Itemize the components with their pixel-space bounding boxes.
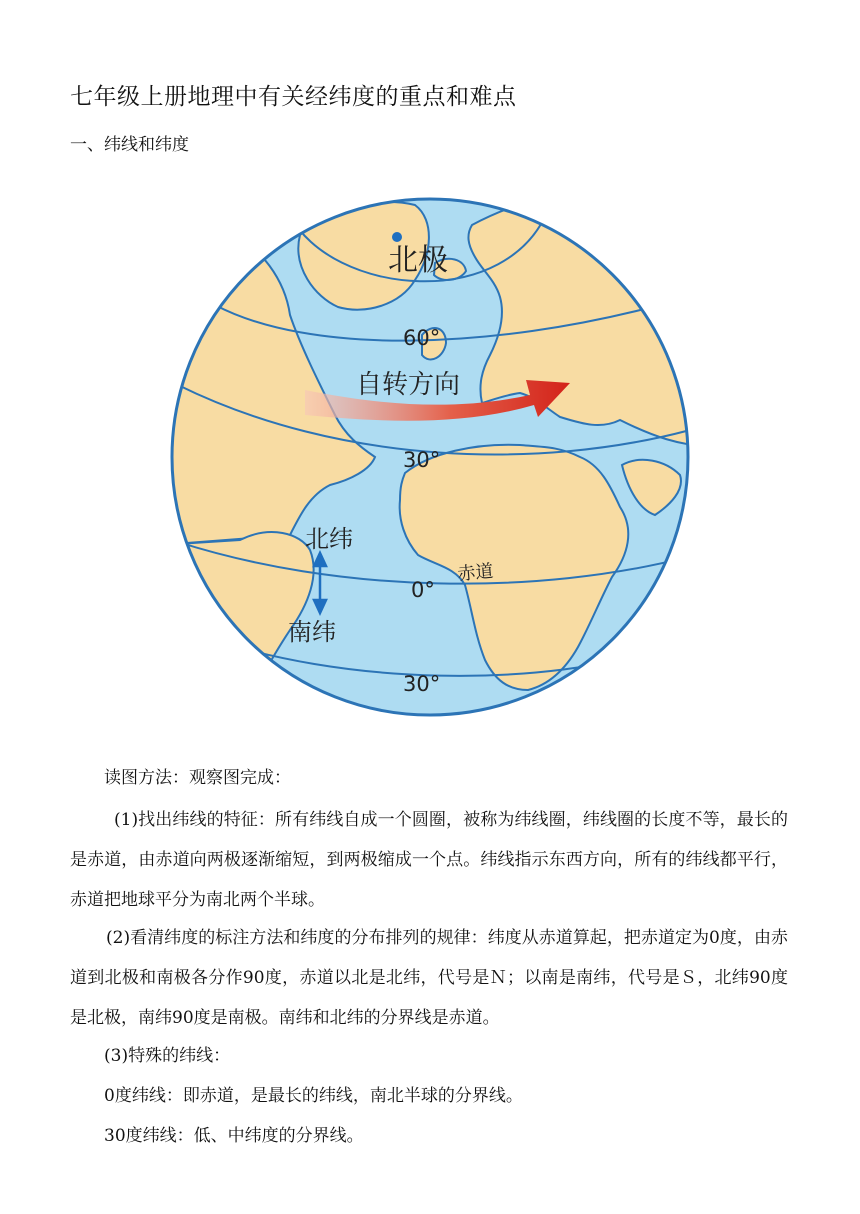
label-equator: 赤道 — [456, 560, 495, 585]
label-equator-deg: 0° — [411, 578, 435, 602]
label-south-lat: 南纬 — [288, 618, 336, 646]
label-rotation: 自转方向 — [356, 370, 461, 400]
item-1-paragraph: (1)找出纬线的特征：所有纬线自成一个圆圈，被称为纬线圈，纬线圈的长度不等，最长的是赤道，由赤道向两极逐渐缩短，到两极缩成一个点。纬线指示东西方向，所有的纬线都平行，赤道把地球平分为南北两个半球。 — [70, 810, 788, 910]
section-heading: 一、纬线和纬度 — [70, 135, 189, 155]
globe-figure — [160, 185, 700, 730]
item-2-paragraph: (2)看清纬度的标注方法和纬度的分布排列的规律：纬度从赤道算起，把赤道定为0度，由赤道到北极和南极各分作90度，赤道以北是北纬，代号是Ｎ；以南是南纬，代号是Ｓ，北纬90度是北极，南纬90度是南极。南纬和北纬的分界线是赤道。 — [70, 928, 788, 1028]
label-lat-30s: 30° — [403, 672, 441, 696]
page-title: 七年级上册地理中有关经纬度的重点和难点 — [70, 84, 517, 110]
madagascar-land — [626, 619, 643, 654]
label-lat-60: 60° — [403, 326, 441, 350]
lat-30-paragraph: 30度纬线：低、中纬度的分界线。 — [104, 1126, 364, 1146]
item-3-heading: (3)特殊的纬线： — [104, 1046, 231, 1066]
lat-0-paragraph: 0度纬线：即赤道，是最长的纬线，南北半球的分界线。 — [104, 1086, 523, 1106]
label-north-pole: 北极 — [388, 243, 448, 278]
reading-method: 读图方法：观察图完成： — [104, 768, 291, 788]
globe-svg — [160, 185, 700, 730]
north-pole-dot — [392, 232, 402, 242]
label-lat-30n: 30° — [403, 448, 441, 472]
label-north-lat: 北纬 — [305, 525, 353, 553]
